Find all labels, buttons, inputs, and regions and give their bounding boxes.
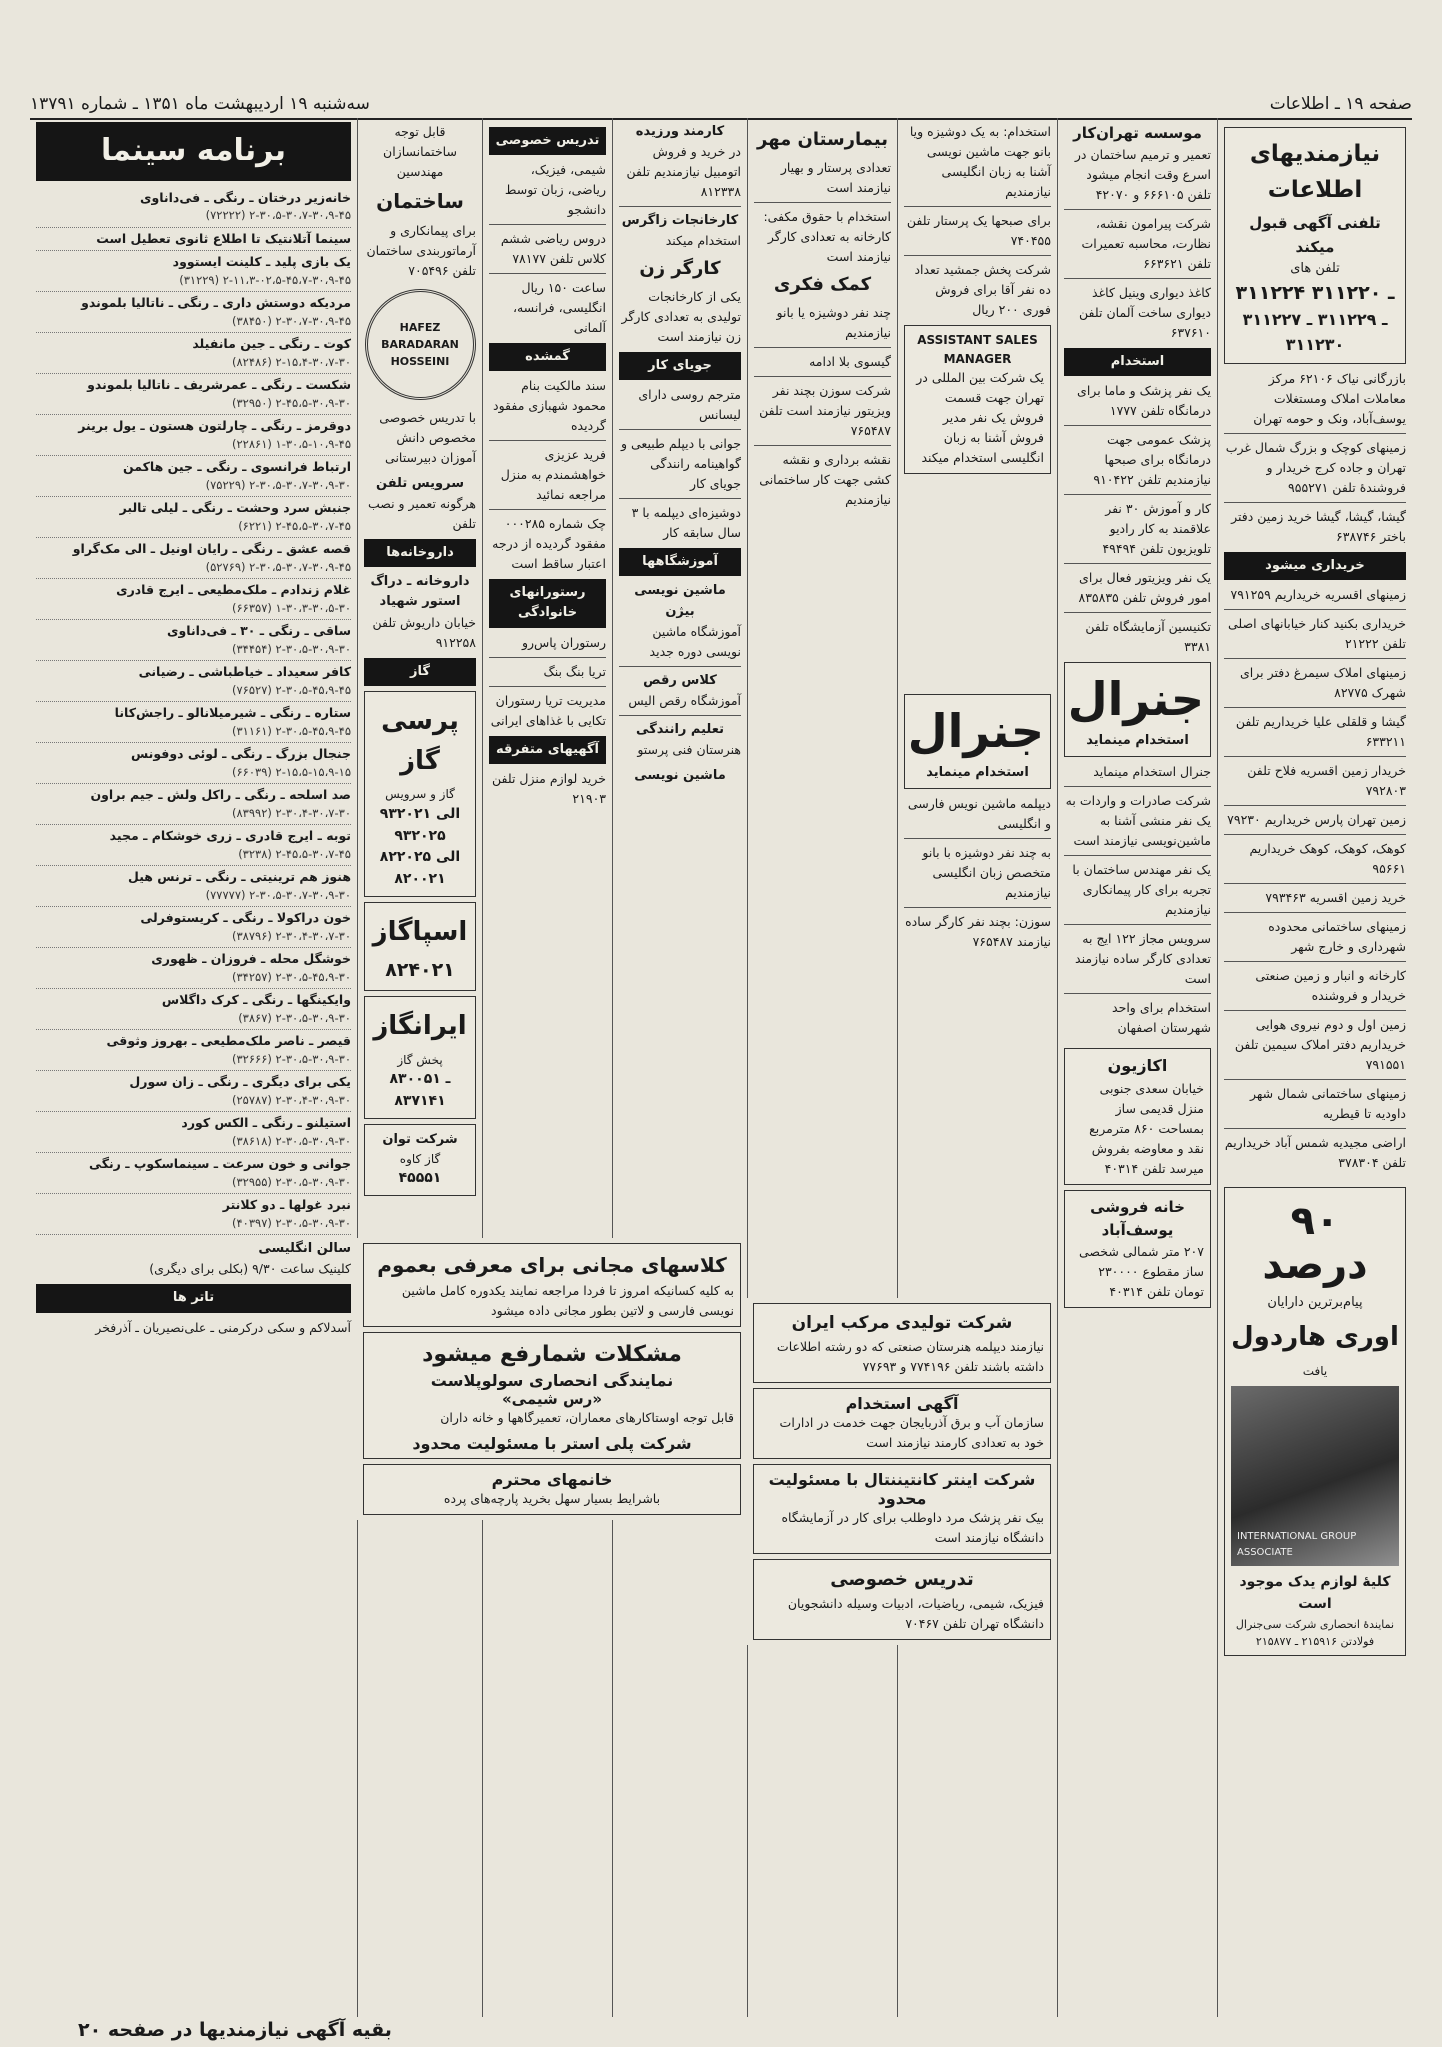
- ad-subline: پیام‌برترین دارایان: [1267, 1295, 1363, 1311]
- cinema-film: خوشگل محله ـ فروزان ـ ظهوری: [151, 951, 351, 967]
- building-notice: قابل توجه ساختمانسازان مهندسین: [383, 124, 457, 179]
- cinema-film: ارتباط فرانسوی ـ رنگی ـ جین هاکمن: [123, 459, 351, 475]
- cinema-listing: [36, 456, 351, 497]
- cinema-film: قصه عشق ـ رنگی ـ رایان اونیل ـ الی مک‌گراو: [72, 541, 351, 557]
- display-ad-solvoplast: [363, 1332, 741, 1459]
- cinema-times: (۳۲۶۶۶) ۲-۳۰،۵-۳۰،۹-۳۰: [232, 1052, 351, 1066]
- persigas-sub: گاز و سرویس: [385, 787, 455, 802]
- wide-ads-block: [357, 1238, 747, 1520]
- problem-brand: «رس شیمی»: [501, 1390, 603, 1408]
- general-sub: استخدام مینماید: [926, 764, 1029, 780]
- section-family-restaurants: رستورانهای خانوادگی: [489, 579, 606, 627]
- general-logo: جنرال: [1067, 672, 1204, 727]
- ad-item: به چند نفر دوشیزه با بانو متخصص زبان انگلیسی نیازمندیم: [922, 844, 1051, 900]
- factory-title: کارخانجات زاگرس: [621, 213, 739, 229]
- cinema-times: (۷۵۲۲۹) ۲-۳۰،۵-۳۰،۷-۳۰،۹-۳۰: [205, 478, 351, 492]
- ad-item: سرویس مجاز ۱۲۲ ایج به تعدادی کارگر ساده نیازمند است: [1075, 931, 1211, 987]
- date-issue: سه‌شنبه ۱۹ اردیبهشت ماه ۱۳۵۱ ـ شماره ۱۳۷۹۱: [30, 94, 370, 114]
- ad-item: فرید عزیزی خواهشمندم به منزل مراجعه نمائید: [500, 447, 606, 503]
- display-ad-persigas: [364, 691, 476, 897]
- seal-text: HAFEZ BARADARAN HOSSEINI: [381, 320, 459, 369]
- building-title: ساختمان: [376, 189, 464, 213]
- ad-item: دروس ریاضی ششم کلاس تلفن ۷۸۱۷۷: [500, 231, 606, 267]
- ad-item: گیشا، گیشا، گیشا خرید زمین دفتر باختر ۶۳۸۷۴۶: [1231, 508, 1406, 544]
- continued-note: بقیه آگهی نیازمندیها در صفحه ۲۰: [78, 2019, 392, 2041]
- house-sale-text: ۲۰۷ متر شمالی شخصی ساز مقطوع ۲۳۰۰۰۰ تومان تلفن ۴۰۳۱۴: [1079, 1244, 1204, 1300]
- employee-text: در خرید و فروش اتومبیل نیازمندیم تلفن ۸۱۲۳۳۸: [626, 144, 741, 200]
- service-title: سرویس تلفن: [376, 476, 464, 491]
- ad-item: زمینهای اقسریه خریداریم ۷۹۱۲۵۹: [1230, 587, 1406, 603]
- ad-item: سند مالکیت بنام محمود شهبازی مفقود گردیده: [493, 378, 606, 434]
- problem-text: قابل توجه اوستاکارهای معماران، تعمیرگاهها و خانه داران: [440, 1410, 734, 1425]
- cinema-film: مردیکه دوستش داری ـ رنگی ـ ناتالیا بلموندو: [81, 295, 351, 311]
- ad-item: یک نفر پزشک و ماما برای درمانگاه تلفن ۱۷۷۷: [1077, 383, 1211, 419]
- cinema-title: برنامه سینما: [36, 122, 351, 181]
- employee-title: کارمند ورزیده: [635, 124, 725, 139]
- ad-bottom-phone: نمایندهٔ انحصاری شرکت سی‌جنرال فولادتن ۲۱۵۹۱۶ ـ ۲۱۵۸۷۷: [1235, 1617, 1395, 1648]
- ad-item: سوزن: بچند نفر کارگر ساده نیازمند ۷۶۵۴۸۷: [905, 913, 1051, 949]
- ad-item: جنرال استخدام مینماید: [1093, 764, 1211, 780]
- house-sale-title: خانه فروشی یوسف‌آباد: [1090, 1197, 1185, 1240]
- intake-line: تلفنی آگهی قبول میکند: [1249, 214, 1381, 256]
- cinema-list: [36, 187, 351, 1236]
- cinema-film: دوقرمز ـ رنگی ـ چارلتون هستون ـ یول برینر: [78, 418, 351, 434]
- ad-brand: اوری هاردول: [1231, 1322, 1399, 1353]
- display-ad-hardwood: [1224, 1187, 1406, 1656]
- persigas-brand: پرسی گاز: [381, 705, 459, 776]
- free-class-title: کلاسهای مجانی برای معرفی بعموم: [377, 1253, 727, 1277]
- occasion-title: اکازیون: [1107, 1056, 1168, 1076]
- column-employment: [897, 118, 1057, 2017]
- ad-photo: [1231, 1386, 1399, 1566]
- cinema-listing: [36, 825, 351, 866]
- asm-text: یک شرکت بین المللی در تهران جهت قسمت فروش یک نفر مدیر فروش آشنا به زبان انگلیسی استخدام میکند: [916, 370, 1044, 466]
- cinema-listing: [36, 1030, 351, 1071]
- cinema-listing: [36, 292, 351, 333]
- ad-item: کارخانه و انبار و زمین صنعتی خریدار و فروشنده: [1255, 968, 1406, 1004]
- school-title: کلاس رقص: [643, 672, 717, 688]
- cinema-listing: [36, 228, 351, 252]
- section-buyers: خریداری میشود: [1224, 552, 1406, 580]
- section-schools: آموزشگاهها: [619, 548, 741, 576]
- cinema-times: (۳۸۶۱۸) ۲-۳۰،۵-۳۰،۹-۳۰: [232, 1134, 351, 1148]
- tavan-brand: شرکت توان: [382, 1131, 458, 1147]
- column-jobseekers: [612, 118, 747, 2017]
- column-classifieds-intro: [1217, 118, 1412, 2017]
- ad-item: زمینهای کوچک و بزرگ شمال غرب تهران و جاده کرج خریدار و فروشندهٔ تلفن ۹۵۵۲۷۱: [1225, 439, 1406, 495]
- persigas-phone-2: ۸۲۲۰۲۵ الی ۸۲۰۰۲۱: [379, 849, 461, 887]
- cinema-film: استیلنو ـ رنگی ـ الکس کورد: [181, 1115, 351, 1131]
- cinema-times: (۳۲۹۵۰) ۲-۴۵،۵-۳۰،۹-۳۰: [232, 396, 351, 410]
- ad-item: یک نفر ویزیتور فعال برای امور فروش تلفن ۸۳۵۸۳۵: [1078, 570, 1211, 606]
- cinema-film: خون دراکولا ـ رنگی ـ کریستوفرلی: [140, 910, 351, 926]
- cinema-times: (۷۲۲۲۲) ۲-۳۰،۵-۳۰،۷-۳۰،۹-۴۵: [205, 208, 351, 223]
- cinema-listing: [36, 374, 351, 415]
- intercontinental-text: بیک نفر پزشک مرد داوطلب برای کار در آزمایشگاه دانشگاه نیازمند است: [781, 1510, 1044, 1545]
- ad-item: گیسوی بلا ادامه: [809, 353, 891, 369]
- problem-title: مشکلات شمارفع میشود: [422, 1342, 682, 1367]
- cinema-times: (۳۸۶۷) ۲-۳۰،۵-۳۰،۹-۳۰: [238, 1011, 351, 1025]
- tutoring-text: فیزیک، شیمی، ریاضیات، ادبیات وسیله دانشجویان دانشگاه تهران تلفن ۷۰۴۶۷: [787, 1596, 1044, 1631]
- seal-desc: با تدریس خصوصی مخصوص دانش آموزان دبیرستانی: [379, 410, 476, 465]
- hiring-notice-title: آگهی استخدام: [845, 1394, 959, 1413]
- cinema-film: خانه‌زیر درختان ـ رنگی ـ فی‌داناوی: [140, 189, 351, 205]
- ladies-text: باشرایط بسیار سهل بخرید پارچه‌های پرده: [443, 1491, 661, 1506]
- cinema-listing: [36, 251, 351, 292]
- classifieds-title: نیازمندیهای اطلاعات: [1249, 141, 1381, 203]
- general-logo: جنرال: [907, 704, 1044, 759]
- worker-title: کارگر زن: [639, 258, 721, 280]
- ad-headline: ۹۰ درصد: [1262, 1198, 1368, 1289]
- school-text: آموزشگاه ماشین نویسی دوره جدید: [649, 623, 741, 659]
- cinema-film: نبرد غولها ـ دو کلانتر: [222, 1197, 351, 1213]
- display-ad-general: [1064, 662, 1211, 757]
- ad-note: یافت: [1302, 1363, 1328, 1378]
- cinema-times: (۲۵۷۸۷) ۲-۳۰،۴-۳۰،۹-۳۰: [232, 1093, 351, 1107]
- column-gas: [357, 118, 482, 2017]
- espagas-phone: ۸۲۴۰۲۱: [385, 958, 455, 981]
- column-tutoring: [482, 118, 612, 2017]
- display-ad-house-sale: [1064, 1190, 1211, 1309]
- display-ad-ink-company: [753, 1303, 1051, 1383]
- hospital-text: تعدادی پرستار و بهیار نیازمند است: [780, 159, 891, 195]
- ad-item: نقشه برداری و نقشه کشی جهت کار ساختمانی نیازمندیم: [759, 451, 891, 507]
- ad-item: استخدام با حقوق مکفی: کارخانه به تعدادی کارگر نیازمند است: [763, 208, 891, 264]
- page-label: صفحه ۱۹ ـ اطلاعات: [1269, 94, 1412, 114]
- irangas-phone: ۸۳۰۰۵۱ ـ ۸۳۷۱۴۱: [389, 1071, 451, 1109]
- ad-item: خریدار زمین اقسریه فلاح تلفن ۷۹۲۸۰۳: [1247, 763, 1406, 799]
- section-job-seekers: جویای کار: [619, 352, 741, 380]
- ad-item: شرکت صادرات و واردات به یک نفر منشی آشنا به ماشین‌نویسی نیازمند است: [1065, 793, 1211, 849]
- theater-text: آسدلاکم و سکی درکرمنی ـ علی‌نصیریان ـ آذرفخر: [95, 1319, 351, 1335]
- worker-text: یکی از کارخانجات تولیدی به تعدادی کارگر زن نیازمند است: [621, 289, 741, 345]
- ad-item: یک نفر مهندس ساختمان با تجربه برای کار پیمانکاری نیازمندیم: [1072, 862, 1211, 918]
- ad-item: استخدام: به یک دوشیزه ویا بانو جهت ماشین نویسی آشنا به زبان انگلیسی نیازمندیم: [909, 124, 1051, 199]
- cinema-times: (۸۲۴۸۶) ۲-۱۵،۴-۳۰،۷-۳۰: [232, 355, 351, 369]
- company-title: موسسه تهران‌کار: [1073, 124, 1202, 142]
- display-ad-espagas: [364, 902, 476, 992]
- espagas-brand: اسپاگاز: [372, 916, 468, 947]
- cinema-times: (۳۲۹۵۵) ۲-۳۰،۵-۳۰،۹-۳۰: [232, 1175, 351, 1189]
- ad-item: کار و آموزش ۳۰ نفر علاقمند به کار رادیو تلویزیون تلفن ۴۹۴۹۴: [1102, 501, 1211, 557]
- cinema-film: یک بازی پلید ـ کلینت ایستوود: [172, 254, 351, 270]
- cinema-film: جوانی و خون سرعت ـ سینماسکوپ ـ رنگی: [89, 1156, 351, 1172]
- ad-item: استخدام برای واحد شهرستان اصفهان: [1112, 1000, 1211, 1036]
- section-lost: گمشده: [489, 343, 606, 371]
- cinema-times: (۶۶۳۵۷) ۱-۳۰،۳-۳۰،۵-۳۰: [232, 601, 351, 615]
- pharmacy-title: داروخانه ـ دراگ استور شهیاد: [370, 574, 470, 610]
- problem-sub: نمایندگی انحصاری سولوپلاست: [430, 1371, 674, 1390]
- cinema-film: سینما آتلانتیک تا اطلاع ثانوی تعطیل است: [96, 230, 351, 246]
- ad-item: مدیریت تریا رستوران تکایی با غذاهای ایرانی: [490, 692, 606, 728]
- ad-item: دوشیزه‌ای دیپلمه با ۳ سال سابقه کار: [631, 505, 741, 541]
- school-text: هنرستان فنی پرستو: [637, 742, 741, 758]
- cinema-film: جنجال بزرگ ـ رنگی ـ لوئی دوفونس: [130, 746, 351, 762]
- cinema-times: (۶۶۰۳۹) ۲-۱۵،۵-۱۵،۹-۱۵: [232, 765, 351, 779]
- cinema-listing: [36, 538, 351, 579]
- cinema-listing: [36, 1194, 351, 1235]
- ad-item: زمینهای ساختمانی محدوده شهرداری و خارج شهر: [1268, 919, 1406, 955]
- ad-item: کاغذ دیواری وینیل کاغذ دیواری ساخت آلمان تلفن ۶۳۷۶۱۰: [1079, 285, 1211, 341]
- display-ad-intercontinental: [753, 1464, 1051, 1554]
- typing-title: ماشین نویسی: [634, 768, 726, 784]
- cinema-film: صد اسلحه ـ رنگی ـ راکل ولش ـ جیم براون: [90, 787, 351, 803]
- hospital-title: بیمارستان مهر: [757, 129, 888, 150]
- classifieds-masthead: [1224, 127, 1406, 364]
- cinema-listing: [36, 989, 351, 1030]
- cinema-times: (۴۰۳۹۷) ۲-۳۰،۵-۳۰،۹-۳۰: [232, 1216, 351, 1230]
- cinema-listing: [36, 579, 351, 620]
- display-ad-general-2: [904, 694, 1051, 789]
- ad-item: زمین اول و دوم نیروی هوایی خریداریم دفتر املاک سیمین تلفن ۷۹۱۵۵۱: [1234, 1017, 1406, 1073]
- display-ad-tutoring: [753, 1559, 1051, 1640]
- section-pharmacies: داروخانه‌ها: [364, 539, 476, 567]
- seal-emblem: [365, 289, 476, 400]
- column-cinema: [30, 118, 357, 2017]
- cinema-listing: [36, 743, 351, 784]
- cinema-film: ساقی ـ رنگی ـ ۳۰ ـ فی‌داناوی: [167, 623, 351, 639]
- cinema-listing: [36, 948, 351, 989]
- ad-item: تکنیسین آزمایشگاه تلفن ۳۳۸۱: [1085, 619, 1211, 655]
- ad-item: تعمیر و ترمیم ساختمان در اسرع وقت انجام میشود تلفن ۶۶۶۱۰۵ و ۴۲۰۷۰: [1074, 147, 1211, 203]
- intercontinental-title: شرکت اینتر کانتیننتال با مسئولیت محدود: [768, 1470, 1036, 1508]
- cinema-times: (۳۱۲۲۹) ۲-۱۱،۳-۰۲،۵-۴۵،۷-۳۰،۹-۴۵: [179, 273, 351, 287]
- ladies-title: خانمهای محترم: [491, 1470, 613, 1489]
- cinema-listing: [36, 784, 351, 825]
- ad-item: مترجم روسی دارای لیسانس: [638, 387, 741, 423]
- cinema-film: قیصر ـ ناصر ملک‌مطیعی ـ بهروز وثوقی: [106, 1033, 351, 1049]
- phones-line-1: ۳۱۱۲۲۴ ـ ۳۱۱۲۲۰: [1235, 281, 1395, 304]
- cinema-listing: [36, 1112, 351, 1153]
- display-ad-irangas: [364, 996, 476, 1118]
- section-private-tutoring: تدریس خصوصی: [489, 127, 606, 155]
- cinema-listing: [36, 497, 351, 538]
- column-hospital: [747, 118, 897, 2017]
- ink-company-text: نیازمند دیپلمه هنرستان صنعتی که دو رشته اطلاعات داشته باشند تلفن ۷۷۴۱۹۶ و ۷۷۶۹۳: [776, 1339, 1044, 1374]
- cinema-listing: [36, 1153, 351, 1194]
- ink-company-title: شرکت تولیدی مرکب ایران: [791, 1313, 1013, 1333]
- ad-item: شرکت سوزن بچند نفر ویزیتور نیازمند است تلفن ۷۶۵۴۸۷: [759, 382, 891, 438]
- display-ad-free-class: [363, 1243, 741, 1327]
- sala-text: کلینیک ساعت ۹/۳۰ (بکلی برای دیگری): [149, 1261, 351, 1277]
- cinema-film: ستاره ـ رنگی ـ شیرمیلانالو ـ راجش‌کانا: [114, 705, 351, 721]
- cinema-times: (۳۸۷۹۶) ۲-۳۰،۴-۳۰،۷-۳۰: [232, 929, 351, 943]
- tavan-sub: گاز کاوه: [399, 1151, 441, 1166]
- cinema-film: یکی برای دیگری ـ رنگی ـ زان سورل: [129, 1074, 351, 1090]
- occasion-text: خیابان سعدی جنوبی منزل قدیمی ساز بمساحت ۸۶۰ مترمربع نقد و معاوضه بفروش میرسد تلفن ۴۰۳۱۴: [1089, 1080, 1204, 1176]
- cinema-times: (۶۲۲۱) ۲-۴۵،۵-۳۰،۷-۴۵: [238, 519, 351, 533]
- cinema-listing: [36, 907, 351, 948]
- ad-item: زمینهای ساختمانی شمال شهر داودیه تا قیطریه: [1250, 1086, 1406, 1122]
- school-text: آموزشگاه رقص الیس: [628, 692, 741, 708]
- cinema-film: شکست ـ رنگی ـ عمرشریف ـ ناتالیا بلموندو: [87, 377, 351, 393]
- cinema-times: (۸۳۹۹۲) ۲-۳۰،۴-۳۰،۷-۳۰: [232, 806, 351, 820]
- column-services: [1057, 118, 1217, 2017]
- asm-title: ASSISTANT SALES MANAGER: [917, 333, 1038, 366]
- cinema-film: وایکینگها ـ رنگی ـ کرک داگلاس: [161, 992, 351, 1008]
- ad-item: اراضی مجیدیه شمس آباد خریداریم تلفن ۳۷۸۳۰۴: [1224, 1135, 1406, 1171]
- cinema-listing: [36, 1071, 351, 1112]
- ad-item: شرکت پیرامون نقشه، نظارت، محاسبه تعمیرات تلفن ۶۶۳۶۲۱: [1081, 216, 1211, 272]
- section-misc: آگهیهای متفرقه: [489, 736, 606, 764]
- newspaper-page: [30, 118, 1412, 2017]
- irangas-brand: ایرانگاز: [373, 1011, 467, 1042]
- ad-item: چک شماره ۰۰۰۲۸۵ مفقود گردیده از درجه اعتبار ساقط است: [492, 516, 606, 572]
- cinema-listing: [36, 620, 351, 661]
- phones-line-2: ۳۱۱۲۲۷ ـ ۳۱۱۲۲۹ ـ ۳۱۱۲۳۰: [1242, 310, 1388, 355]
- school-title: تعلیم رانندگی: [636, 721, 724, 737]
- help-text: چند نفر دوشیزه یا بانو نیازمندیم: [776, 304, 891, 340]
- general-sub: استخدام مینماید: [1086, 732, 1189, 748]
- cinema-times: (۷۷۷۷۷) ۲-۳۰،۵-۳۰،۷-۳۰،۹-۳۰: [205, 888, 351, 902]
- photo-caption: INTERNATIONAL GROUP ASSOCIATE: [1237, 1531, 1357, 1558]
- service-text: هرگونه تعمیر و نصب تلفن: [367, 496, 476, 532]
- cinema-film: غلام زندادم ـ ملک‌مطیعی ـ ایرج قادری: [116, 582, 351, 598]
- cinema-film: کوت ـ رنگی ـ جین مانفیلد: [192, 336, 351, 352]
- display-ad-tavan: [364, 1124, 476, 1196]
- cinema-listing: [36, 661, 351, 702]
- cinema-listing: [36, 187, 351, 228]
- tutoring-title: تدریس خصوصی: [830, 1569, 974, 1590]
- cinema-times: (۳۱۱۶۱) ۲-۳۰،۵-۴۵،۹-۴۵: [232, 724, 351, 738]
- cinema-film: توبه ـ ایرج قادری ـ زری خوشکام ـ مجید: [109, 828, 351, 844]
- sala-title: سالن انگلیسی: [258, 1241, 351, 1257]
- cinema-times: (۲۲۸۶۱) ۱-۳۰،۵-۱۰،۹-۴۵: [232, 437, 351, 451]
- cinema-listing: [36, 333, 351, 374]
- cinema-times: (۳۴۲۵۷) ۲-۳۰،۵-۴۵،۹-۳۰: [232, 970, 351, 984]
- cinema-film: هنوز هم ترینیتی ـ رنگی ـ ترنس هیل: [128, 869, 351, 885]
- cinema-listing: [36, 866, 351, 907]
- display-ad-occasion: [1064, 1048, 1211, 1185]
- ad-item: دیپلمه ماشین نویس فارسی و انگلیسی: [907, 795, 1051, 831]
- ad-item: خرید لوازم منزل تلفن ۲۱۹۰۳: [491, 770, 606, 806]
- ad-item: بازرگانی نیاک ۶۲۱۰۶ مرکز معاملات املاک ومستغلات یوسف‌آباد، ونک و حومه تهران: [1253, 370, 1406, 426]
- cinema-times: (۳۴۴۵۴) ۲-۳۰،۵-۳۰،۹-۳۰: [232, 642, 351, 656]
- ad-item: رستوران پاس‌رو: [521, 634, 606, 650]
- tavan-phone: ۴۵۵۵۱: [398, 1170, 442, 1187]
- phones-label: تلفن های: [1290, 260, 1340, 276]
- ad-item: برای صبحها یک پرستار تلفن ۷۴۰۴۵۵: [906, 213, 1051, 248]
- page-header: [30, 78, 1412, 120]
- ad-item: خریداری بکنید کنار خیابانهای اصلی تلفن ۲۱۲۲۲: [1228, 616, 1406, 652]
- free-class-text: به کلیه کسانیکه امروز تا فردا مراجعه نمایند یکدوره کامل ماشین نویسی فارسی و لاتین بطور مجانی داده میشود: [401, 1283, 734, 1318]
- ad-bottom-line: کلیهٔ لوازم یدک موجود است: [1239, 1574, 1391, 1612]
- school-title: ماشین نویسی بیژن: [634, 583, 726, 619]
- display-ad-curtains: [363, 1464, 741, 1515]
- ad-item: ساعت ۱۵۰ ریال انگلیسی، فرانسه، آلمانی: [512, 280, 606, 336]
- factory-text: استخدام میکند: [665, 233, 741, 249]
- section-theaters: تاتر ها: [36, 1284, 351, 1312]
- help-title: کمک فکری: [773, 273, 872, 295]
- ad-item: زمین تهران پارس خریداریم ۷۹۲۳۰: [1227, 812, 1406, 828]
- cinema-listing: [36, 415, 351, 456]
- cinema-film: کافر سعیداد ـ خیاطباشی ـ رضیانی: [138, 664, 351, 680]
- section-hire: استخدام: [1064, 348, 1211, 376]
- cinema-film: جنبش سرد وحشت ـ رنگی ـ لیلی تالبر: [119, 500, 351, 516]
- ad-item: زمینهای املاک سیمرغ دفتر برای شهرک ۸۲۷۷۵: [1239, 665, 1406, 701]
- ad-item: پزشک عمومی جهت درمانگاه برای صبحها نیازمندیم تلفن ۹۱۰۴۲۲: [1093, 432, 1211, 488]
- cinema-listing: [36, 702, 351, 743]
- ad-item: شرکت پخش جمشید تعداد ده نفر آقا برای فروش فوری ۲۰۰ ریال: [914, 262, 1051, 317]
- ad-item: کوهک، کوهک، کوهک خریداریم ۹۵۶۶۱: [1249, 841, 1406, 877]
- cinema-times: (۵۲۷۶۹) ۲-۳۰،۵-۳۰،۷-۳۰،۹-۴۵: [205, 560, 351, 574]
- irangas-text: پخش گاز: [397, 1052, 443, 1067]
- ad-item: جوانی با دیپلم طبیعی و گواهینامه رانندگی جویای کار: [621, 436, 741, 492]
- pharmacy-text: خیابان داریوش تلفن ۹۱۲۲۵۸: [372, 614, 476, 650]
- display-ad-asm: [904, 325, 1051, 474]
- ad-item: خرید زمین اقسریه ۷۹۳۴۶۳: [1265, 890, 1406, 906]
- section-gas: گاز: [364, 658, 476, 686]
- cinema-times: (۳۸۴۵۰) ۲-۳۰،۷-۳۰،۹-۴۵: [232, 314, 351, 328]
- cinema-times: (۷۶۵۲۷) ۲-۳۰،۵-۴۵،۹-۴۵: [232, 683, 351, 697]
- persigas-phone: ۹۳۲۰۲۱ الی ۹۳۲۰۲۵: [379, 805, 461, 844]
- polyester-company: شرکت پلی استر با مسئولیت محدود: [412, 1434, 692, 1453]
- ad-item: گیشا و قلقلی علیا خریداریم تلفن ۶۳۳۲۱۱: [1235, 714, 1406, 750]
- display-ad-hiring-notice: [753, 1388, 1051, 1459]
- ad-item: تریا بنگ بنگ: [543, 663, 606, 679]
- ad-item: شیمی، فیزیک، ریاضی، زبان توسط دانشجو: [504, 162, 606, 218]
- wide-ads-block-2: [747, 1298, 1057, 1645]
- cinema-times: (۳۲۳۸) ۲-۴۵،۵-۳۰،۷-۴۵: [238, 847, 351, 861]
- building-text: برای پیمانکاری و آرماتوربندی ساختمان تلفن ۷۰۵۴۹۶: [366, 223, 476, 278]
- hiring-notice-text: سازمان آب و برق آذربایجان جهت خدمت در ادارات خود به تعدادی کارمند نیازمند است: [779, 1415, 1044, 1450]
